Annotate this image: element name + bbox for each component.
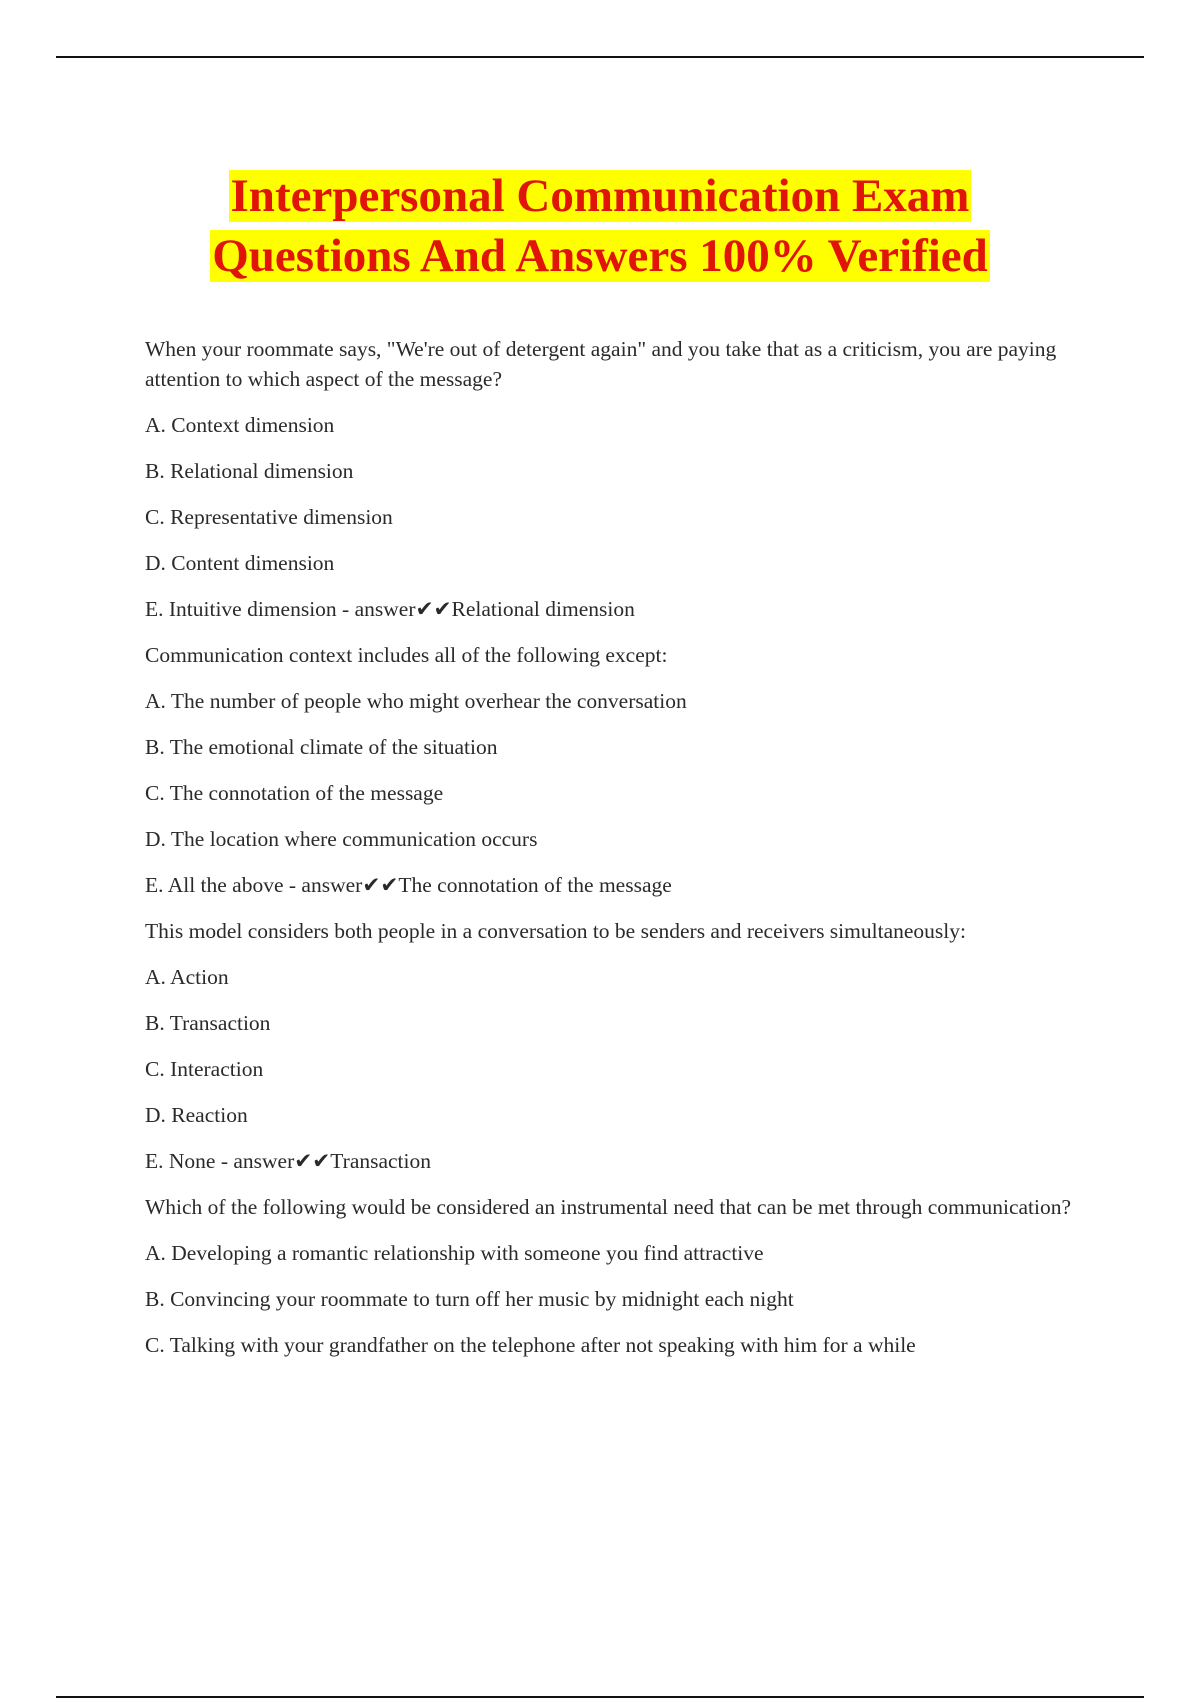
question-list <box>145 334 1080 1376</box>
answer-option: D. Content dimension <box>145 551 335 575</box>
answer-option: C. The connotation of the message <box>145 781 444 805</box>
top-rule <box>56 56 1144 58</box>
answer-option: A. Context dimension <box>145 413 335 437</box>
answer-option: A. The number of people who might overhear the conversation <box>145 689 687 713</box>
answer-option: C. Representative dimension <box>145 505 393 529</box>
question-stem: Communication context includes all of the following except: <box>145 643 668 667</box>
title-line-2: Questions And Answers 100% Verified <box>212 230 988 282</box>
answer-option: D. Reaction <box>145 1103 248 1127</box>
answer-option: B. The emotional climate of the situation <box>145 735 498 759</box>
question-stem: This model considers both people in a conversation to be senders and receivers simultaneously: <box>145 919 966 943</box>
answer-option-with-key: E. None - answer✔✔Transaction <box>145 1149 432 1173</box>
bottom-rule <box>56 1696 1144 1698</box>
answer-option: C. Talking with your grandfather on the telephone after not speaking with him for a while <box>145 1333 916 1357</box>
answer-option: B. Convincing your roommate to turn off her music by midnight each night <box>145 1287 794 1311</box>
answer-option: D. The location where communication occurs <box>145 827 538 851</box>
answer-option: B. Transaction <box>145 1011 271 1035</box>
answer-option: B. Relational dimension <box>145 459 354 483</box>
answer-option: C. Interaction <box>145 1057 264 1081</box>
title-line-1: Interpersonal Communication Exam <box>230 170 970 222</box>
question-stem: Which of the following would be considered an instrumental need that can be met through communication? <box>145 1195 1072 1219</box>
question-stem: When your roommate says, "We're out of detergent again" and you take that as a criticism, you are paying attention to which aspect of the message? <box>145 337 1057 391</box>
answer-option: A. Action <box>145 965 229 989</box>
answer-option-with-key: E. All the above - answer✔✔The connotation of the message <box>145 873 672 897</box>
answer-option: A. Developing a romantic relationship with someone you find attractive <box>145 1241 764 1265</box>
document-title <box>0 166 1200 286</box>
answer-option-with-key: E. Intuitive dimension - answer✔✔Relational dimension <box>145 597 635 621</box>
